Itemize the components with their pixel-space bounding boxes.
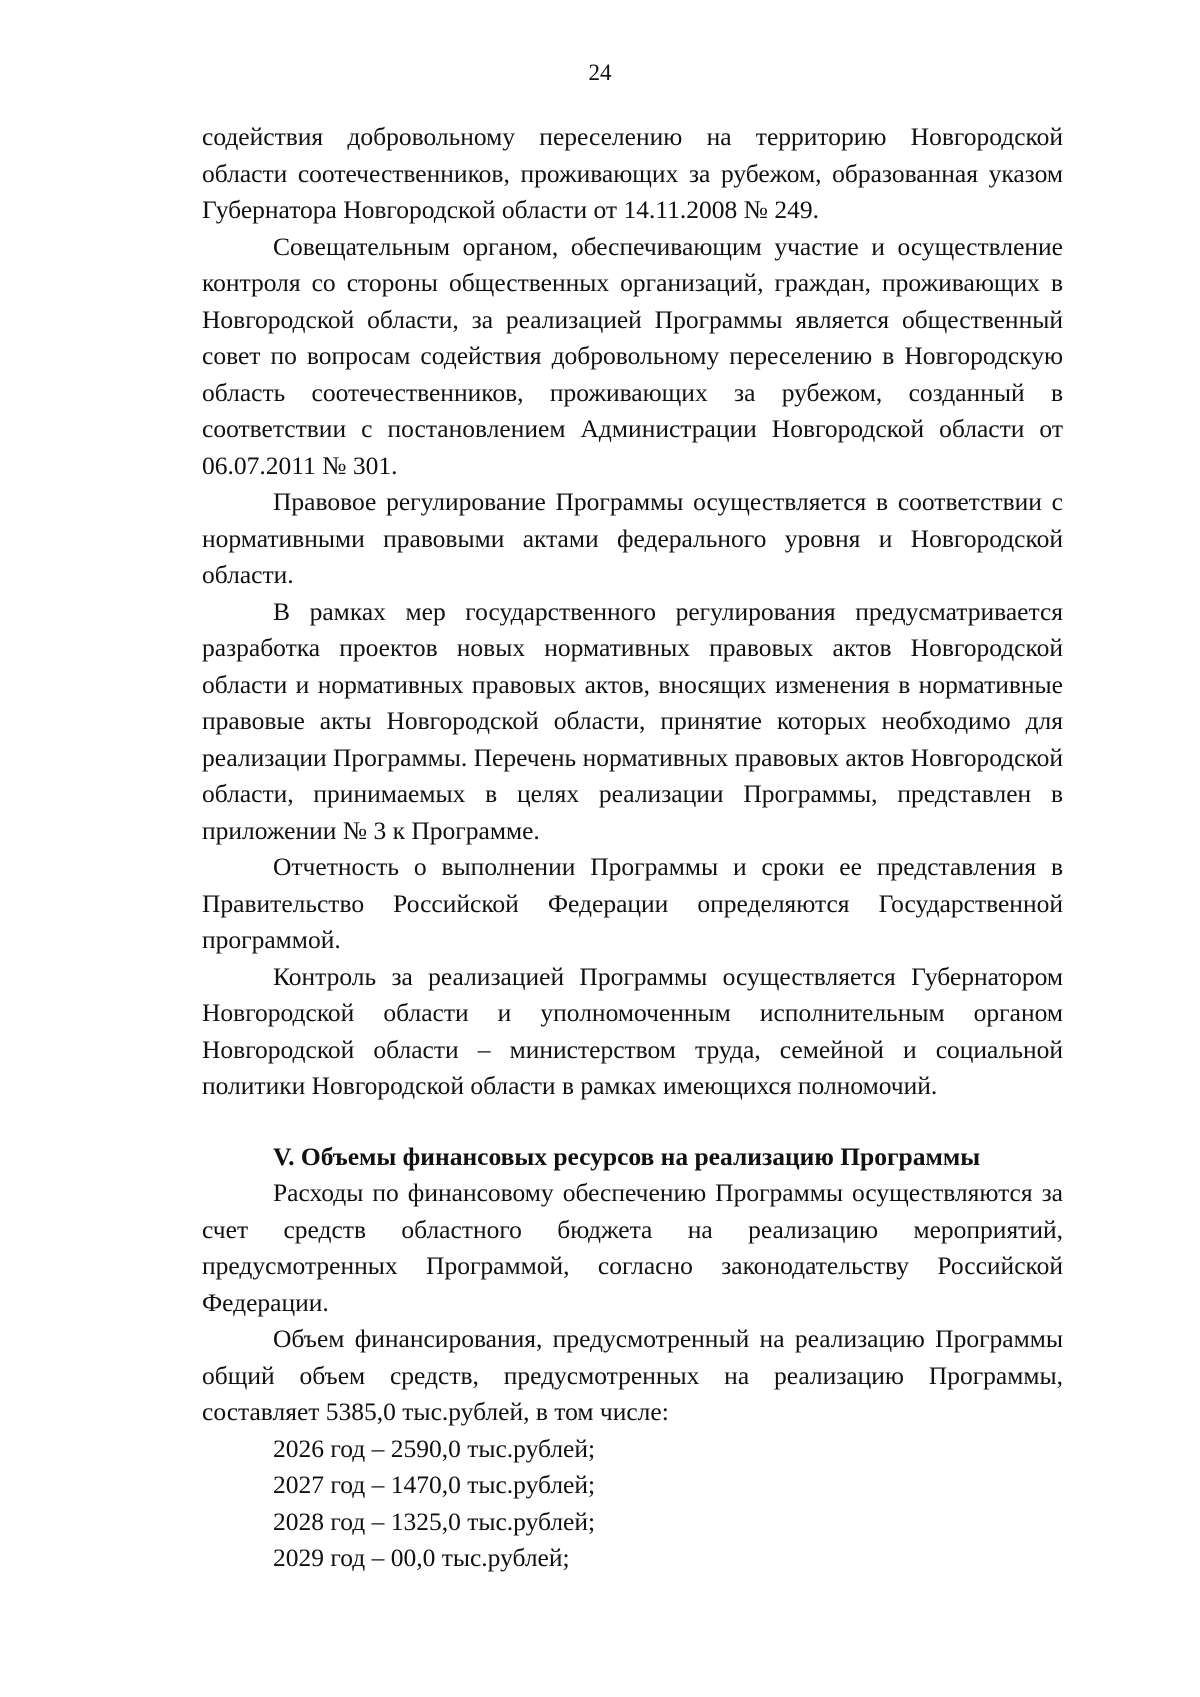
funding-year-item: 2027 год – 1470,0 тыс.рублей; (273, 1470, 596, 1499)
paragraph-expenses: Расходы по финансовому обеспечению Программы осуществляются за счет средств областного бюджета на реализацию мероприятий, предусмотренных Программой, согласно законодательству Российской Федерации. (202, 1178, 1063, 1317)
funding-by-year-list (202, 1431, 1063, 1577)
funding-year-item: 2026 год – 2590,0 тыс.рублей; (273, 1433, 596, 1463)
funding-year-item: 2028 год – 1325,0 тыс.рублей; (273, 1506, 596, 1536)
paragraph-legal-regulation: Правовое регулирование Программы осуществляется в соответствии с нормативными правовыми актами федерального уровня и Новгородской области. (202, 487, 1063, 589)
paragraph-control: Контроль за реализацией Программы осуществляется Губернатором Новгородской области и уполномоченным исполнительным органом Новгородской области – министерством труда, семейной и социальной политики Новгородской области в рамках имеющихся полномочий. (202, 961, 1063, 1100)
document-body (202, 119, 1063, 1577)
funding-year-item: 2029 год – 00,0 тыс.рублей; (273, 1543, 570, 1572)
page-number: 24 (588, 60, 612, 85)
paragraph-funding-total: Объем финансирования, предусмотренный на реализацию Программы общий объем средств, предусмотренных на реализацию Программы, составляет 5385,0 тыс.рублей, в том числе: (202, 1324, 1063, 1426)
paragraph-state-regulation: В рамках мер государственного регулирования предусматривается разработка проектов новых нормативных правовых актов Новгородской области и нормативных правовых актов, вносящих изменения в нормативные правовые акты Новгородской области, принятие которых необходимо для реализации Программы. Перечень нормативных правовых актов Новгородской области, принимаемых в целях реализации Программы, представлен в приложении № 3 к Программе. (202, 596, 1063, 845)
paragraph-continuation: содействия добровольному переселению на территорию Новгородской области соотечественников, проживающих за рубежом, образованная указом Губернатора Новгородской области от 14.11.2008 № 249. (202, 122, 1063, 224)
section-heading: V. Объемы финансовых ресурсов на реализацию Программы (273, 1141, 981, 1171)
paragraph-advisory-body: Совещательным органом, обеспечивающим участие и осуществление контроля со стороны общественных организаций, граждан, проживающих в Новгородской области, за реализацией Программы является общественный совет по вопросам содействия добровольному переселению в Новгородскую область соотечественников, проживающих за рубежом, созданный в соответствии с постановлением Администрации Новгородской области от 06.07.2011 № 301. (202, 231, 1063, 480)
paragraph-reporting: Отчетность о выполнении Программы и сроки ее представления в Правительство Российской Федерации определяются Государственной программой. (202, 852, 1063, 954)
